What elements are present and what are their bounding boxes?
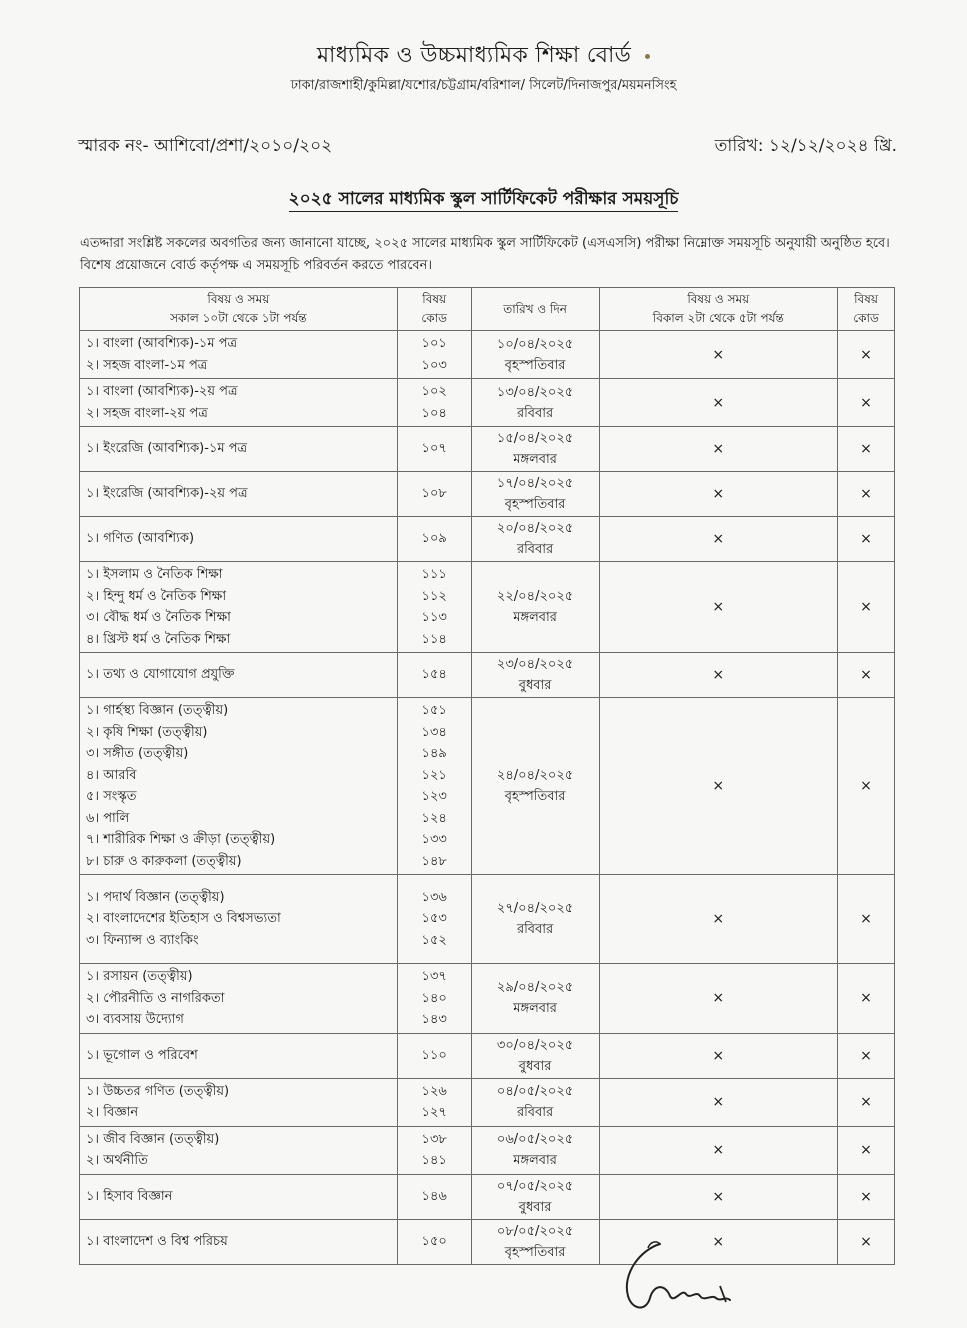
subject-name: ৬। পালি bbox=[86, 810, 130, 826]
code-cell bbox=[397, 1126, 471, 1174]
table-header-row bbox=[80, 288, 895, 331]
subject-code: ১০৭ bbox=[421, 441, 447, 457]
subject-name: ২। বাংলাদেশের ইতিহাস ও বিশ্বসভ্যতা bbox=[86, 911, 281, 927]
subject-name: ১। রসায়ন (তত্ত্বীয়) bbox=[86, 969, 193, 984]
code-cell bbox=[397, 517, 471, 562]
subject-name: ৩। ফিন্যান্স ও ব্যাংকিং bbox=[86, 932, 199, 948]
code-cell bbox=[397, 1033, 471, 1078]
subject-code: ১৪৬ bbox=[421, 1188, 447, 1204]
exam-date: ১০/০৪/২০২৫ bbox=[496, 336, 574, 352]
afternoon-code-cell: × bbox=[838, 653, 895, 698]
date-cell bbox=[471, 379, 599, 427]
subject-name: ১। জীব বিজ্ঞান (তত্ত্বীয়) bbox=[86, 1131, 220, 1147]
table-row bbox=[80, 472, 895, 517]
table-row bbox=[80, 1126, 895, 1174]
code-cell bbox=[397, 379, 471, 427]
code-cell bbox=[397, 472, 471, 517]
date-cell bbox=[471, 653, 599, 698]
afternoon-code-cell: × bbox=[838, 698, 895, 875]
subject-name: ২। কৃষি শিক্ষা (তত্ত্বীয়) bbox=[86, 724, 208, 740]
table-row bbox=[80, 1174, 895, 1219]
afternoon-code-cell: × bbox=[838, 964, 895, 1034]
afternoon-code-cell: × bbox=[838, 1033, 895, 1078]
subject-code: ১০৪ bbox=[421, 405, 447, 421]
subject-code: ১৩৪ bbox=[421, 724, 447, 740]
afternoon-subject-cell: × bbox=[599, 1078, 838, 1126]
exam-date: ২৩/০৪/২০২৫ bbox=[496, 657, 574, 672]
exam-day: রবিবার bbox=[516, 405, 554, 421]
exam-day: রবিবার bbox=[516, 1105, 554, 1120]
afternoon-subject-cell: × bbox=[599, 427, 838, 472]
subject-name: ১। গার্হস্থ্য বিজ্ঞান (তত্ত্বীয়) bbox=[86, 703, 229, 718]
exam-date: ০৮/০৫/২০২৫ bbox=[496, 1223, 574, 1239]
subject-code: ১৩৬ bbox=[421, 889, 447, 905]
subject-name: ১। ভূগোল ও পরিবেশ bbox=[86, 1047, 198, 1063]
subject-name: ২। বিজ্ঞান bbox=[86, 1105, 139, 1120]
afternoon-subject-cell: × bbox=[599, 1126, 838, 1174]
code-cell bbox=[397, 653, 471, 698]
subject-cell bbox=[80, 472, 398, 517]
exam-date: ৩০/০৪/২০২৫ bbox=[496, 1037, 574, 1053]
subject-name: ১। পদার্থ বিজ্ঞান (তত্ত্বীয়) bbox=[86, 889, 225, 905]
afternoon-code-cell: × bbox=[838, 472, 895, 517]
ink-dot bbox=[645, 54, 650, 59]
exam-day: বৃহস্পতিবার bbox=[504, 497, 566, 512]
exam-date: ০৬/০৫/২০২৫ bbox=[496, 1132, 574, 1147]
afternoon-code-cell: × bbox=[838, 517, 895, 562]
board-name: মাধ্যমিক ও উচ্চমাধ্যমিক শিক্ষা বোর্ড bbox=[0, 38, 967, 75]
table-row bbox=[80, 427, 895, 472]
subject-code: ১২৩ bbox=[421, 789, 447, 804]
subject-name: ২। হিন্দু ধর্ম ও নৈতিক শিক্ষা bbox=[86, 588, 227, 604]
subject-cell bbox=[80, 653, 398, 698]
header-subject-code-2: বিষয় কোড bbox=[838, 288, 895, 331]
subject-code: ১১০ bbox=[421, 1047, 447, 1063]
date-cell bbox=[471, 1174, 599, 1219]
afternoon-code-cell: × bbox=[838, 331, 895, 379]
afternoon-code-cell: × bbox=[838, 427, 895, 472]
table-row bbox=[80, 964, 895, 1034]
exam-date: ২৪/০৪/২০২৫ bbox=[496, 768, 574, 783]
date-cell bbox=[471, 1078, 599, 1126]
header-date-day: তারিখ ও দিন bbox=[471, 288, 599, 331]
subject-name: ২। পৌরনীতি ও নাগরিকতা bbox=[86, 990, 225, 1006]
header-afternoon-subject: বিষয় ও সময় বিকাল ২টা থেকে ৫টা পর্যন্ত bbox=[599, 288, 838, 331]
subject-code: ১৫৩ bbox=[421, 911, 447, 927]
memo-number: স্মারক নং- আশিবো/প্রশা/২০১০/২০২ bbox=[78, 136, 333, 156]
signature bbox=[620, 1238, 740, 1316]
table-row bbox=[80, 1219, 895, 1264]
table-row bbox=[80, 653, 895, 698]
date-cell bbox=[471, 517, 599, 562]
exam-date: ০৪/০৫/২০২৫ bbox=[496, 1084, 574, 1099]
exam-day: বৃহস্পতিবার bbox=[504, 789, 566, 804]
exam-date: ২৯/০৪/২০২৫ bbox=[496, 980, 574, 996]
subject-name: ২। অর্থনীতি bbox=[86, 1153, 148, 1168]
subject-cell bbox=[80, 379, 398, 427]
table-body bbox=[80, 331, 895, 1265]
subject-cell bbox=[80, 427, 398, 472]
boards-list: ঢাকা/রাজশাহী/কুমিল্লা/যশোর/চট্টগ্রাম/বরিশাল/ সিলেট/দিনাজপুর/ময়মনসিংহ bbox=[290, 78, 677, 93]
subject-name: ১। বাংলা (আবশ্যিক)-২য় পত্র bbox=[86, 384, 238, 399]
subject-code: ১০২ bbox=[421, 384, 447, 399]
subject-name: ১। বাংলাদেশ ও বিশ্ব পরিচয় bbox=[86, 1233, 228, 1249]
exam-day: মঙ্গলবার bbox=[513, 1153, 557, 1168]
date-cell bbox=[471, 562, 599, 653]
afternoon-subject-cell: × bbox=[599, 875, 838, 964]
subject-name: ১। তথ্য ও যোগাযোগ প্রযুক্তি bbox=[86, 667, 235, 683]
subject-code: ১১১ bbox=[421, 567, 447, 582]
code-cell bbox=[397, 562, 471, 653]
code-cell bbox=[397, 964, 471, 1034]
subject-code: ১০৯ bbox=[421, 531, 447, 547]
exam-day: মঙ্গলবার bbox=[513, 452, 557, 467]
subject-code: ১৪১ bbox=[421, 1153, 447, 1168]
table-row bbox=[80, 379, 895, 427]
exam-day: বুধবার bbox=[518, 1058, 552, 1074]
afternoon-subject-cell: × bbox=[599, 379, 838, 427]
subject-code: ১৫২ bbox=[421, 932, 447, 948]
subject-code: ১৫০ bbox=[421, 1233, 447, 1249]
subject-code: ১৪৯ bbox=[421, 746, 447, 761]
header-morning-subject: বিষয় ও সময় সকাল ১০টা থেকে ১টা পর্যন্ত bbox=[80, 288, 398, 331]
subject-name: ৪। খ্রিস্ট ধর্ম ও নৈতিক শিক্ষা bbox=[86, 631, 231, 647]
afternoon-code-cell: × bbox=[838, 1174, 895, 1219]
header-subject-code: বিষয় কোড bbox=[397, 288, 471, 331]
exam-day: রবিবার bbox=[516, 542, 554, 557]
exam-date: ২৭/০৪/২০২৫ bbox=[496, 901, 574, 916]
subject-name: ১। বাংলা (আবশ্যিক)-১ম পত্র bbox=[86, 336, 238, 351]
subject-name: ৫। সংস্কৃত bbox=[86, 789, 137, 804]
document-title: ২০২৫ সালের মাধ্যমিক স্কুল সার্টিফিকেট পরীক্ষার সময়সূচি bbox=[0, 186, 967, 214]
code-cell bbox=[397, 1219, 471, 1264]
exam-date: ০৭/০৫/২০২৫ bbox=[496, 1178, 574, 1194]
date-cell bbox=[471, 964, 599, 1034]
subject-name: ৮। চারু ও কারুকলা (তত্ত্বীয়) bbox=[86, 853, 242, 869]
afternoon-subject-cell: × bbox=[599, 472, 838, 517]
subject-cell bbox=[80, 1126, 398, 1174]
subject-code: ১০৩ bbox=[421, 357, 447, 373]
exam-day: মঙ্গলবার bbox=[513, 1001, 557, 1017]
afternoon-subject-cell: × bbox=[599, 517, 838, 562]
table-row bbox=[80, 698, 895, 875]
code-cell bbox=[397, 875, 471, 964]
date-cell bbox=[471, 1126, 599, 1174]
table-row bbox=[80, 517, 895, 562]
code-cell bbox=[397, 1078, 471, 1126]
subject-name: ১। উচ্চতর গণিত (তত্ত্বীয়) bbox=[86, 1083, 230, 1099]
subject-cell bbox=[80, 1033, 398, 1078]
subject-code: ১৩৭ bbox=[421, 969, 447, 984]
subject-code: ১১২ bbox=[421, 588, 447, 604]
exam-date: ১৭/০৪/২০২৫ bbox=[496, 476, 574, 491]
table-row bbox=[80, 1033, 895, 1078]
code-cell bbox=[397, 331, 471, 379]
subject-code: ১৩৮ bbox=[421, 1131, 447, 1147]
afternoon-subject-cell: × bbox=[599, 653, 838, 698]
subject-code: ১৫৪ bbox=[421, 667, 447, 683]
exam-date: ১৫/০৪/২০২৫ bbox=[496, 431, 574, 446]
exam-date: ২০/০৪/২০২৫ bbox=[496, 521, 574, 536]
subject-code: ১১৪ bbox=[421, 631, 447, 647]
afternoon-code-cell: × bbox=[838, 562, 895, 653]
exam-day: বৃহস্পতিবার bbox=[504, 1244, 566, 1260]
exam-day: বুধবার bbox=[518, 1199, 552, 1215]
afternoon-subject-cell: × bbox=[599, 1219, 838, 1264]
date-cell bbox=[471, 1219, 599, 1264]
afternoon-subject-cell: × bbox=[599, 1174, 838, 1219]
issue-date: তারিখ: ১২/১২/২০২৪ খ্রি. bbox=[714, 136, 897, 156]
afternoon-code-cell: × bbox=[838, 875, 895, 964]
date-cell bbox=[471, 1033, 599, 1078]
subject-code: ১২১ bbox=[421, 767, 447, 783]
code-cell bbox=[397, 1174, 471, 1219]
subject-cell bbox=[80, 698, 398, 875]
subject-name: ৪। আরবি bbox=[86, 767, 137, 783]
subject-name: ৩। বৌদ্ধ ধর্ম ও নৈতিক শিক্ষা bbox=[86, 610, 231, 625]
intro-paragraph: এতদ্দারা সংশ্লিষ্ট সকলের অবগতির জন্য জানানো যাচ্ছে, ২০২৫ সালের মাধ্যমিক স্কুল সার্টিফিকেট (এসএসসি) পরীক্ষা নিম্নোক্ত সময়সূচি অনুযায়ী অনুষ্ঠিত হবে। বিশেষ প্রয়োজনে বোর্ড কর্তৃপক্ষ এ সময়সূচি পরিবর্তন করতে পারবেন। bbox=[80, 236, 890, 273]
subject-name: ২। সহজ বাংলা-১ম পত্র bbox=[86, 357, 208, 373]
subject-name: ৩। ব্যবসায় উদ্যোগ bbox=[86, 1012, 184, 1027]
subject-name: ৭। শারীরিক শিক্ষা ও ক্রীড়া (তত্ত্বীয়) bbox=[86, 832, 276, 847]
afternoon-subject-cell: × bbox=[599, 698, 838, 875]
subject-cell bbox=[80, 1219, 398, 1264]
subject-code: ১২৪ bbox=[421, 810, 447, 826]
table-row bbox=[80, 1078, 895, 1126]
subject-code: ১৪৮ bbox=[421, 853, 447, 869]
code-cell bbox=[397, 698, 471, 875]
subject-code: ১৫১ bbox=[421, 703, 447, 718]
subject-name: ১। ইসলাম ও নৈতিক শিক্ষা bbox=[86, 567, 223, 582]
table-row bbox=[80, 331, 895, 379]
date-cell bbox=[471, 427, 599, 472]
date-cell bbox=[471, 472, 599, 517]
table-row bbox=[80, 875, 895, 964]
code-cell bbox=[397, 427, 471, 472]
subject-cell bbox=[80, 562, 398, 653]
subject-code: ১০১ bbox=[421, 336, 447, 351]
subject-cell bbox=[80, 517, 398, 562]
exam-date: ১৩/০৪/২০২৫ bbox=[496, 384, 574, 400]
subject-cell bbox=[80, 1174, 398, 1219]
exam-day: বৃহস্পতিবার bbox=[504, 357, 566, 373]
afternoon-subject-cell: × bbox=[599, 964, 838, 1034]
exam-schedule-table bbox=[79, 287, 895, 1265]
exam-day: রবিবার bbox=[516, 922, 554, 937]
date-cell bbox=[471, 331, 599, 379]
afternoon-code-cell: × bbox=[838, 379, 895, 427]
exam-date: ২২/০৪/২০২৫ bbox=[496, 589, 574, 604]
subject-name: ১। গণিত (আবশ্যিক) bbox=[86, 531, 195, 547]
subject-code: ১০৮ bbox=[421, 486, 447, 502]
afternoon-subject-cell: × bbox=[599, 331, 838, 379]
afternoon-code-cell: × bbox=[838, 1078, 895, 1126]
subject-code: ১৪০ bbox=[421, 990, 447, 1006]
table-row bbox=[80, 562, 895, 653]
subject-code: ১৪৩ bbox=[421, 1012, 447, 1027]
afternoon-code-cell: × bbox=[838, 1126, 895, 1174]
subject-cell bbox=[80, 964, 398, 1034]
date-cell bbox=[471, 698, 599, 875]
subject-name: ১। ইংরেজি (আবশ্যিক)-১ম পত্র bbox=[86, 441, 248, 457]
subject-name: ১। ইংরেজি (আবশ্যিক)-২য় পত্র bbox=[86, 486, 248, 502]
subject-cell bbox=[80, 331, 398, 379]
exam-day: বুধবার bbox=[518, 678, 552, 693]
subject-code: ১২৭ bbox=[421, 1105, 447, 1120]
afternoon-code-cell: × bbox=[838, 1219, 895, 1264]
subject-name: ২। সহজ বাংলা-২য় পত্র bbox=[86, 405, 208, 421]
subject-cell bbox=[80, 1078, 398, 1126]
subject-code: ১২৬ bbox=[421, 1083, 447, 1099]
subject-name: ১। হিসাব বিজ্ঞান bbox=[86, 1188, 173, 1204]
afternoon-subject-cell: × bbox=[599, 1033, 838, 1078]
afternoon-subject-cell: × bbox=[599, 562, 838, 653]
subject-code: ১৩৩ bbox=[421, 832, 447, 847]
date-cell bbox=[471, 875, 599, 964]
subject-code: ১১৩ bbox=[421, 610, 447, 625]
exam-day: মঙ্গলবার bbox=[513, 610, 557, 625]
subject-cell bbox=[80, 875, 398, 964]
subject-name: ৩। সঙ্গীত (তত্ত্বীয়) bbox=[86, 746, 189, 761]
